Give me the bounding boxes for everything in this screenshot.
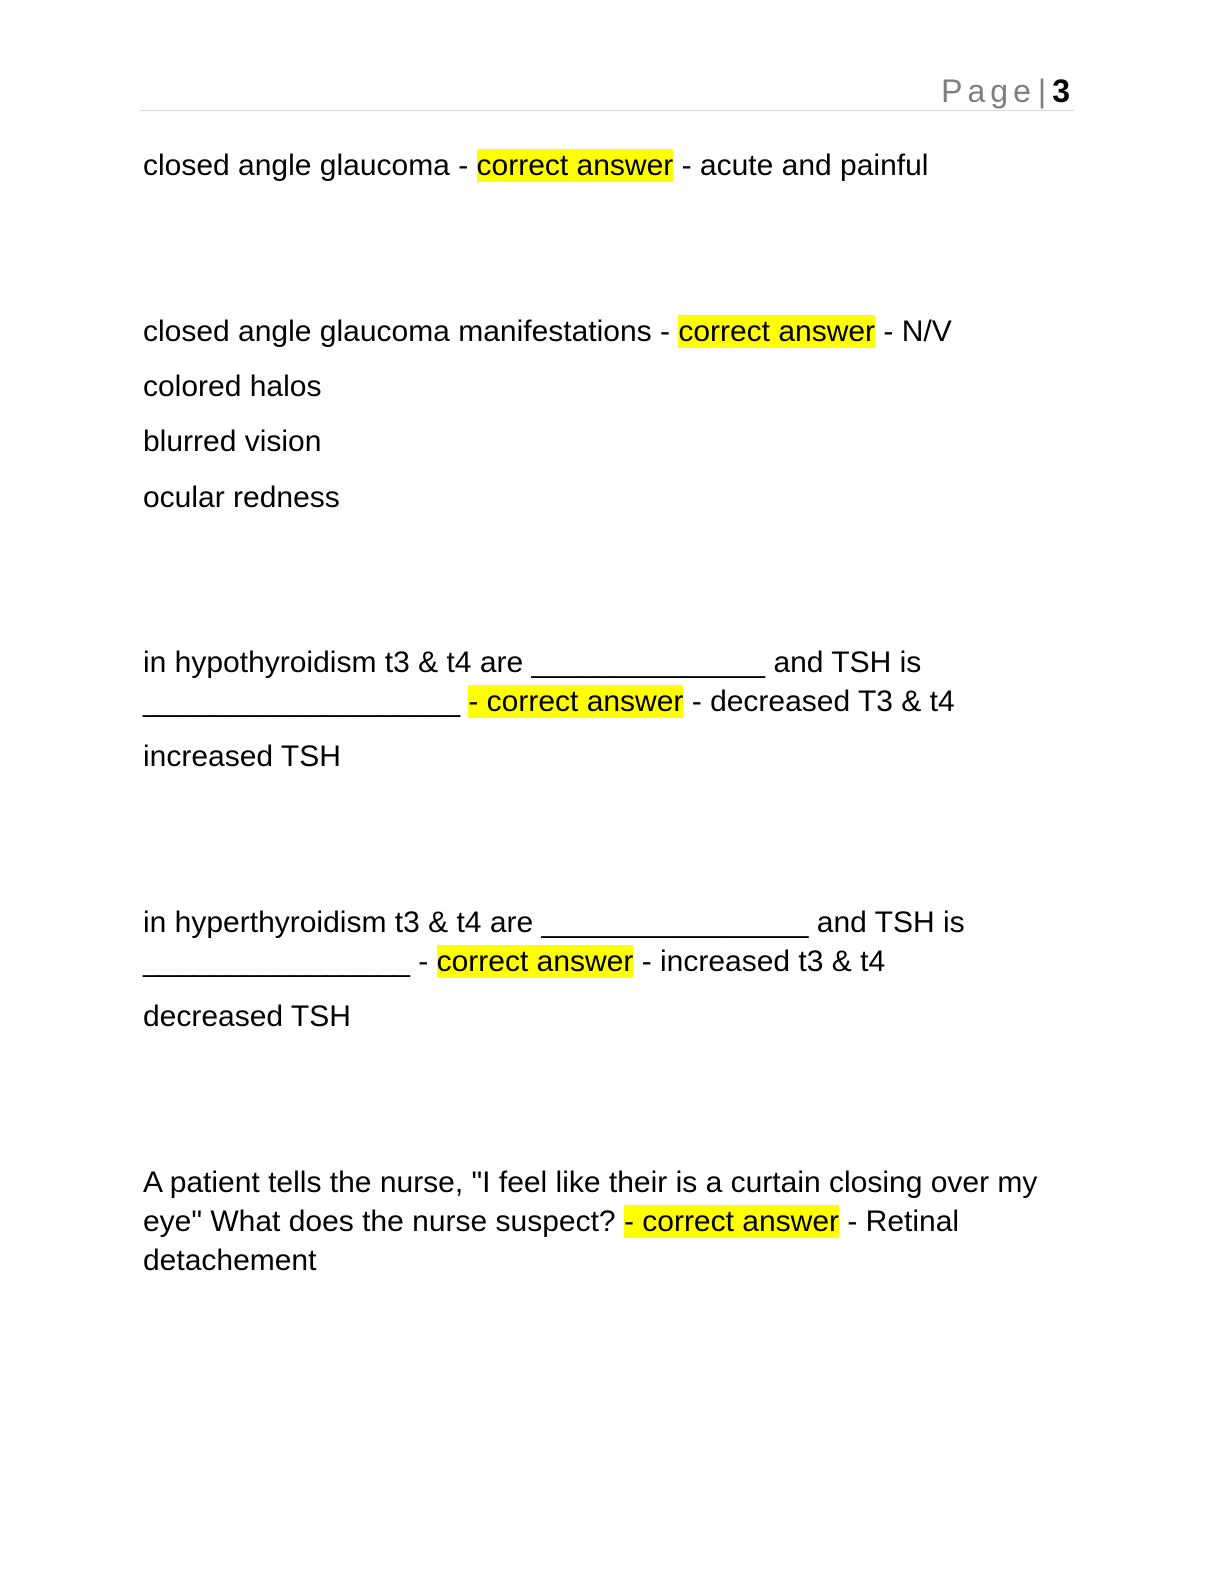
question-text: in hypothyroidism t3 & t4 are ______________ and TSH is ___________________ (143, 646, 922, 718)
question-text: in hyperthyroidism t3 & t4 are ________________ and TSH is ________________ - (143, 906, 965, 978)
answer-text: - Retinal detachement (143, 1205, 960, 1277)
flashcard-closed-angle-glaucoma (143, 146, 1083, 185)
correct-answer-highlight: correct answer (476, 149, 674, 182)
page-number-label (941, 72, 1070, 110)
page-number: 3 (1052, 73, 1070, 109)
page-word: Page (941, 73, 1036, 109)
correct-answer-highlight: - correct answer (468, 685, 684, 718)
answer-line: decreased TSH (143, 1000, 351, 1033)
answer-text: - increased t3 & t4 (633, 945, 886, 978)
question-text: closed angle glaucoma manifestations - (143, 315, 679, 348)
answer-line: increased TSH (143, 740, 341, 773)
answer-line: ocular redness (143, 481, 340, 514)
flashcard-retinal-detachment (143, 1163, 1073, 1280)
question-text: closed angle glaucoma - (143, 149, 477, 182)
answer-line: blurred vision (143, 425, 322, 458)
page-header (140, 70, 1074, 111)
answer-text: - decreased T3 & t4 (683, 685, 955, 718)
answer-text: - N/V (875, 315, 952, 348)
flashcard-hyperthyroidism (143, 903, 1013, 981)
correct-answer-highlight: correct answer (436, 945, 634, 978)
correct-answer-highlight: - correct answer (623, 1205, 839, 1238)
page-separator: | (1037, 73, 1047, 109)
flashcard-glaucoma-manifestations (143, 312, 1083, 351)
answer-text: - acute and painful (673, 149, 929, 182)
correct-answer-highlight: correct answer (678, 315, 876, 348)
flashcard-hypothyroidism (143, 643, 993, 721)
answer-line: colored halos (143, 370, 322, 403)
question-text: A patient tells the nurse, "I feel like their is a curtain closing over my eye" What does the nurse suspect? (143, 1166, 1038, 1238)
